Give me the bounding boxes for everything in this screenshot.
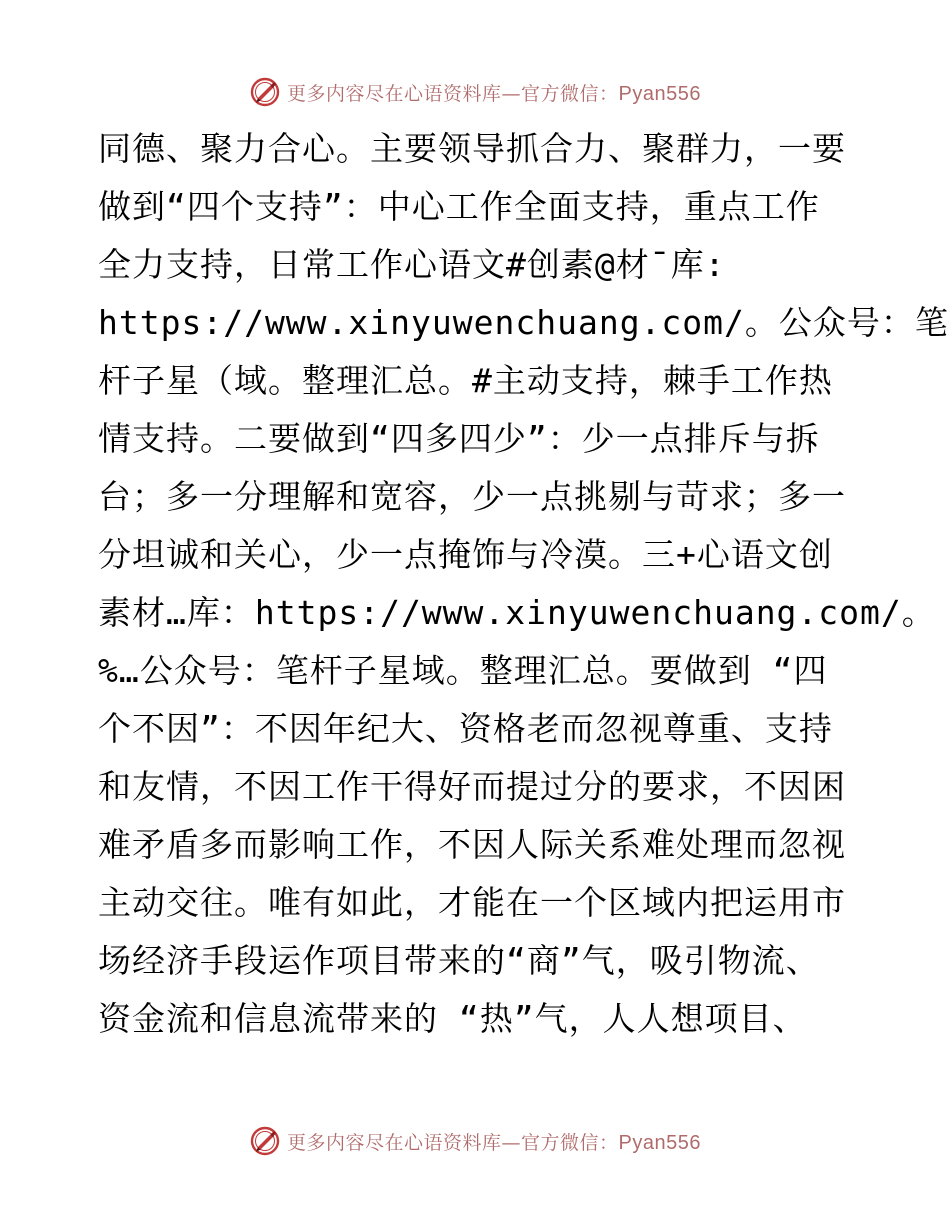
header-banner <box>0 72 950 112</box>
header-banner-content <box>249 76 701 108</box>
body-line: 难矛盾多而影响工作，不因人际关系难处理而忽视 <box>98 825 846 864</box>
body-line: 全力支持，日常工作心语文#创素@材¯库: <box>98 245 726 284</box>
body-line: 分坦诚和关心，少一点掩饰与冷漠。三+心语文创 <box>98 535 833 574</box>
body-line: https://www.xinyuwenchuang.com/。公众号：笔 <box>98 303 949 342</box>
footer-banner-content <box>249 1125 701 1157</box>
document-body <box>98 120 949 1048</box>
body-line: 主动交往。唯有如此，才能在一个区域内把运用市 <box>98 883 846 922</box>
header-banner-text <box>287 79 701 106</box>
body-line: 做到“四个支持”：中心工作全面支持，重点工作 <box>98 187 820 226</box>
header-banner-wechat: Pyan556 <box>618 82 701 105</box>
footer-banner-cn: 更多内容尽在心语资料库—官方微信： <box>287 1131 619 1154</box>
body-line: %…公众号：笔杆子星域。整理汇总。要做到 “四 <box>98 651 828 690</box>
seal-pen-icon <box>249 1125 281 1157</box>
body-line: 和友情，不因工作干得好而提过分的要求，不因困 <box>98 767 846 806</box>
header-banner-cn: 更多内容尽在心语资料库—官方微信： <box>287 82 619 105</box>
body-line: 情支持。二要做到“四多四少”：少一点排斥与拆 <box>98 419 820 458</box>
footer-banner <box>0 1121 950 1161</box>
body-line: 杆子星（域。整理汇总。#主动支持，棘手工作热 <box>98 361 833 400</box>
body-line: 场经济手段运作项目带来的“商”气，吸引物流、 <box>98 941 820 980</box>
footer-banner-text <box>287 1128 701 1155</box>
body-line: 资金流和信息流带来的 “热”气，人人想项目、 <box>98 999 807 1038</box>
body-line: 台；多一分理解和宽容，少一点挑剔与苛求；多一 <box>98 477 846 516</box>
footer-banner-wechat: Pyan556 <box>618 1131 701 1154</box>
body-line: 同德、聚力合心。主要领导抓合力、聚群力，一要 <box>98 129 846 168</box>
seal-pen-icon <box>249 76 281 108</box>
body-line: 素材…库：https://www.xinyuwenchuang.com/。 <box>98 593 936 632</box>
body-line: 个不因”：不因年纪大、资格老而忽视尊重、支持 <box>98 709 833 748</box>
